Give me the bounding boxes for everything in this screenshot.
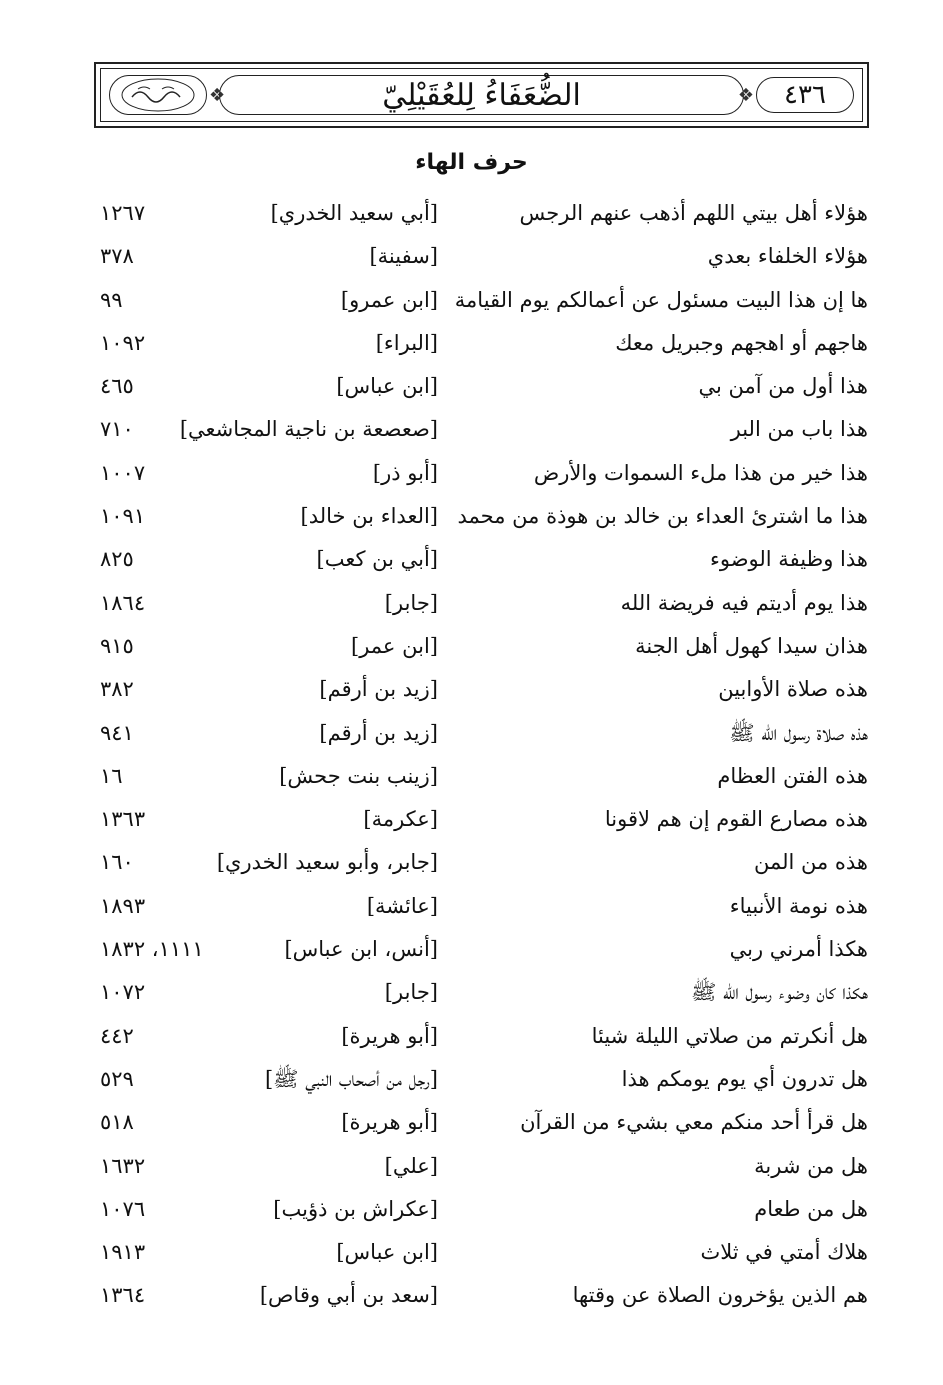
page-reference: ٩٤١: [100, 720, 134, 745]
hadith-text: هذا خير من هذا ملء السموات والأرض: [533, 460, 868, 485]
narrator-name: [زيد بن أرقم]: [319, 677, 438, 702]
hadith-text: هذا وظيفة الوضوء: [710, 547, 868, 572]
index-entry: [0, 888, 943, 931]
narrator-name: [أبو هريرة]: [341, 1110, 438, 1135]
narrator-name: [عكرمة]: [363, 807, 438, 832]
page-reference: ١٢٦٧: [100, 201, 146, 225]
page-reference: ١١١١، ١٨٣٢: [100, 937, 204, 962]
index-entry: [0, 238, 943, 281]
hadith-text: هلاك أمتي في ثلاث: [700, 1240, 868, 1265]
index-entry: [0, 628, 943, 671]
page-reference: ١٦: [100, 763, 123, 788]
narrator-name: [رجل من أصحاب النبي ﷺ]: [264, 1066, 438, 1091]
page-reference: ٧١٠: [100, 417, 134, 442]
hadith-text: هكذا أمرني ربي: [729, 937, 868, 962]
page-reference: ١٨٦٤: [100, 590, 146, 615]
hadith-text: هل أنكرتم من صلاتي الليلة شيئا: [591, 1023, 868, 1048]
hadith-text: هل قرأ أحد منكم معي بشيء من القرآن: [520, 1110, 868, 1135]
page-reference: ١٣٦٣: [100, 807, 146, 832]
page-reference: ٥١٨: [100, 1110, 134, 1135]
hadith-text: هذا ما اشترئ العداء بن خالد بن هوذة من محمد: [457, 504, 868, 529]
index-entry: [0, 1061, 943, 1104]
narrator-name: [زينب بنت جحش]: [279, 763, 438, 788]
narrator-name: [جابر]: [384, 980, 438, 1005]
page-reference: ١٣٦٤: [100, 1283, 146, 1308]
index-entry: [0, 411, 943, 454]
index-entry: [0, 844, 943, 887]
narrator-name: [أبو هريرة]: [341, 1023, 438, 1048]
page-reference: ٤٤٢: [100, 1023, 134, 1048]
hadith-text: هكذا كان وضوء رسول الله ﷺ: [690, 980, 868, 1005]
header-frame: [100, 68, 863, 122]
hadith-text: هذا يوم أديتم فيه فريضة الله: [620, 590, 868, 615]
narrator-name: [سعد بن أبي وقاص]: [259, 1283, 438, 1308]
index-entry: [0, 974, 943, 1017]
narrator-name: [ابن عمرو]: [340, 287, 438, 312]
narrator-name: [العداء بن خالد]: [300, 504, 438, 529]
hadith-text: هل من طعام: [754, 1196, 868, 1221]
hadith-text: هذا أول من آمن بي: [698, 374, 868, 399]
index-entry: [0, 1104, 943, 1147]
narrator-name: [سفينة]: [369, 244, 438, 269]
narrator-name: [أبو ذر]: [372, 460, 438, 485]
narrator-name: [أبي سعيد الخدري]: [270, 201, 438, 225]
narrator-name: [زيد بن أرقم]: [319, 720, 438, 745]
hadith-text: هؤلاء أهل بيتي اللهم أذهب عنهم الرجس: [519, 201, 868, 225]
narrator-name: [عكراش بن ذؤيب]: [273, 1196, 438, 1221]
index-entry: [0, 368, 943, 411]
hadith-text: هم الذين يؤخرون الصلاة عن وقتها: [572, 1283, 868, 1308]
index-entry: [0, 1234, 943, 1277]
narrator-name: [جابر]: [384, 590, 438, 615]
hadith-text: هل تدرون أي يوم يومكم هذا: [621, 1066, 868, 1091]
page-reference: ١٠٧٢: [100, 980, 146, 1005]
page-reference: ٨٢٥: [100, 547, 134, 572]
hadith-text: ها إن هذا البيت مسئول عن أعمالكم يوم القيامة: [454, 287, 868, 312]
index-entry: [0, 1277, 943, 1320]
hadith-text: هذه من المن: [753, 850, 868, 875]
page-reference: ٤٦٥: [100, 374, 134, 399]
ornament-icon: ❖: [209, 85, 226, 106]
narrator-name: [صعصعة بن ناجية المجاشعي]: [179, 417, 438, 442]
index-entry: [0, 801, 943, 844]
hadith-text: هذه مصارع القوم إن هم لاقونا: [604, 807, 868, 832]
page-reference: ١٦٣٢: [100, 1153, 146, 1178]
page-header: [94, 62, 869, 128]
index-entry: [0, 758, 943, 801]
hadith-text: هذه نومة الأنبياء: [729, 893, 868, 918]
page-reference: ٣٨٢: [100, 677, 134, 702]
hadith-text: هؤلاء الخلفاء بعدي: [707, 244, 868, 269]
index-list: [0, 195, 943, 1321]
narrator-name: [عائشة]: [366, 893, 438, 918]
narrator-name: [ابن عباس]: [336, 374, 438, 399]
index-entry: [0, 1018, 943, 1061]
hadith-text: هاجهم أو اهجهم وجبريل معك: [615, 330, 868, 355]
section-heading: حرف الهاء: [415, 150, 528, 175]
index-entry: [0, 195, 943, 238]
index-entry: [0, 455, 943, 498]
narrator-name: [ابن عمر]: [351, 633, 438, 658]
index-entry: [0, 931, 943, 974]
page-reference: ١٩١٣: [100, 1240, 146, 1265]
page-reference: ١٠٩٢: [100, 330, 146, 355]
page-reference: ١٨٩٣: [100, 893, 146, 918]
hadith-text: هل من شربة: [754, 1153, 868, 1178]
index-entry: [0, 585, 943, 628]
hadith-text: هذه الفتن العظام: [717, 763, 868, 788]
narrator-name: [أبي بن كعب]: [316, 547, 438, 572]
narrator-name: [علي]: [384, 1153, 438, 1178]
page-reference: ١٠٠٧: [100, 460, 146, 485]
book-logo-emblem: [109, 75, 207, 115]
index-entry: [0, 325, 943, 368]
page-reference: ٥٢٩: [100, 1066, 134, 1091]
index-entry: [0, 715, 943, 758]
page-reference: ١٠٩١: [100, 504, 146, 529]
index-entry: [0, 1191, 943, 1234]
page-reference: ١٦٠: [100, 850, 134, 875]
index-entry: [0, 282, 943, 325]
hadith-text: هذان سيدا كهول أهل الجنة: [635, 633, 868, 658]
book-title: الضُّعَفَاءُ لِلعُقَيْلِيّ: [219, 75, 744, 115]
narrator-name: [أنس، ابن عباس]: [284, 937, 438, 962]
narrator-name: [جابر، وأبو سعيد الخدري]: [216, 850, 438, 875]
page-number: ٤٣٦: [756, 77, 854, 113]
logo-calligraphy: [118, 75, 198, 115]
index-entry: [0, 541, 943, 584]
page-reference: ١٠٧٦: [100, 1196, 146, 1221]
hadith-text: هذه صلاة الأوابين: [718, 677, 868, 702]
page-reference: ٣٧٨: [100, 244, 134, 269]
index-entry: [0, 498, 943, 541]
hadith-text: هذا باب من البر: [730, 417, 868, 442]
hadith-text: هذه صلاة رسول الله ﷺ: [729, 720, 868, 745]
page-reference: ٩٩: [100, 287, 123, 312]
narrator-name: [ابن عباس]: [336, 1240, 438, 1265]
index-entry: [0, 1148, 943, 1191]
index-entry: [0, 671, 943, 714]
narrator-name: [البراء]: [375, 330, 438, 355]
page-reference: ٩١٥: [100, 633, 134, 658]
ornament-icon: ❖: [737, 85, 754, 106]
